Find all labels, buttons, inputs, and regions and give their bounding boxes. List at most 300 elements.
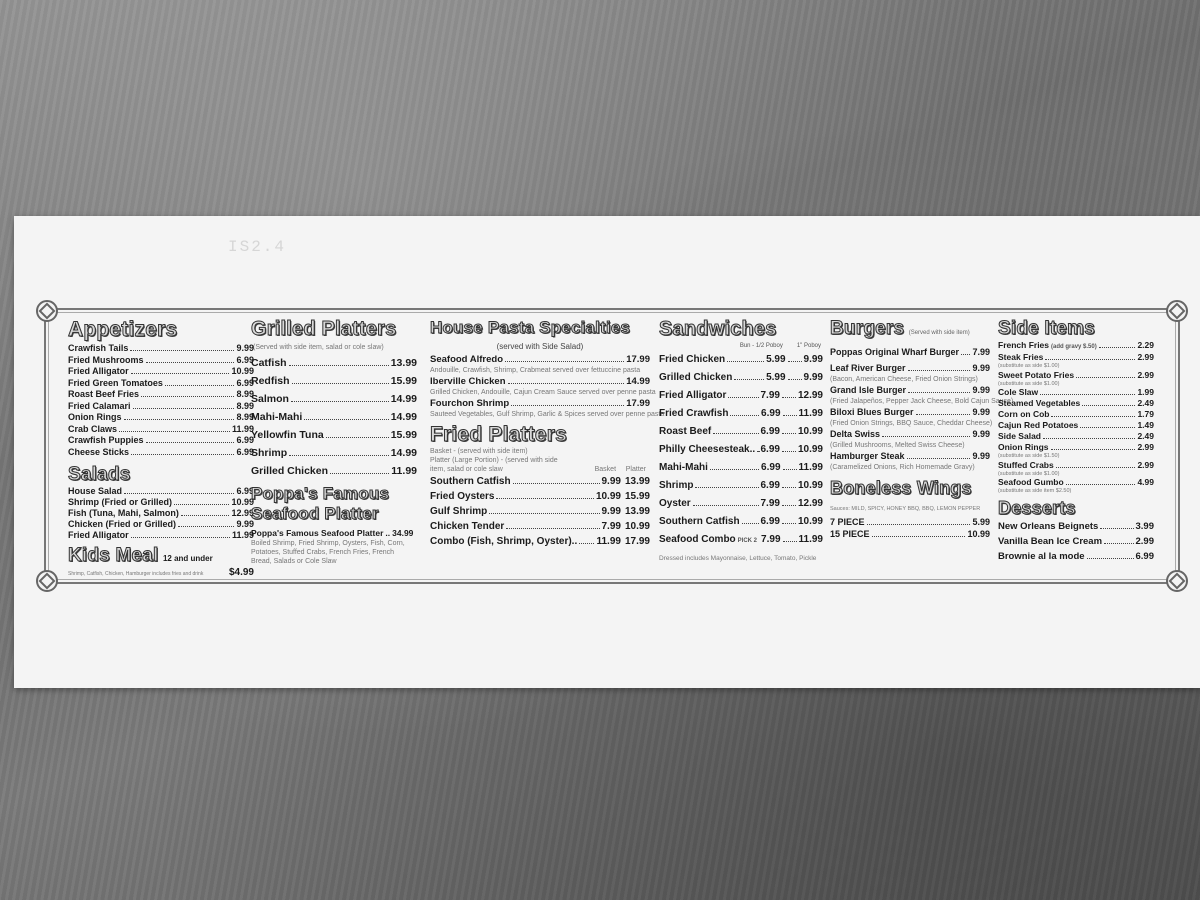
dot-leader: [783, 468, 797, 470]
menu-item: [659, 351, 823, 369]
menu-item: [430, 353, 650, 366]
column-burgers: [830, 318, 1014, 540]
item-price-bun: 6.99: [761, 462, 781, 473]
menu-item: [68, 530, 254, 541]
dot-leader: [867, 523, 971, 525]
item-price-poboy: 10.99: [797, 444, 823, 455]
menu-item: [430, 397, 650, 410]
corner-knot-icon: [1166, 300, 1188, 322]
item-price: 14.99: [626, 376, 650, 387]
poppas-item-name: Poppa's Famous Seafood Platter: [251, 528, 384, 538]
item-note: (substitute as side $1.50): [998, 453, 1060, 459]
menu-item: [68, 343, 254, 355]
kids-age: 12 and under: [162, 554, 213, 563]
item-name: Iberville Chicken: [430, 376, 506, 387]
dot-leader: [1099, 346, 1136, 348]
item-name: Cheese Sticks: [68, 446, 130, 457]
dot-leader: [1100, 527, 1133, 529]
menu-item: [830, 516, 990, 528]
item-name: Chicken (Fried or Grilled): [68, 519, 177, 529]
dot-leader: [734, 378, 764, 380]
item-name: Fried Calamari: [68, 400, 131, 411]
item-price-basket: 9.99: [601, 476, 621, 487]
burgers-subtitle: (Served with side item): [908, 330, 970, 336]
menu-item: [659, 459, 823, 477]
menu-item: [998, 370, 1154, 381]
sandwiches-title: Sandwiches: [659, 318, 777, 340]
dot-leader: [489, 512, 599, 514]
menu-item: [68, 378, 254, 390]
dot-leader: [1080, 426, 1135, 428]
item-price: 11.99: [391, 465, 417, 477]
dot-leader: [783, 540, 797, 542]
item-price: 9.99: [972, 407, 990, 417]
dot-leader: [757, 450, 758, 452]
item-name: Fried Mushrooms: [68, 354, 144, 365]
item-name: Fried Alligator: [68, 366, 129, 376]
item-description: (Bacon, American Cheese, Fried Onion Strings): [830, 376, 978, 383]
menu-item: [68, 366, 254, 378]
menu-item: [659, 513, 823, 531]
item-description: (Caramelized Onions, Rich Homemade Gravy): [830, 464, 975, 471]
item-name: House Salad: [68, 486, 123, 496]
item-price-bun: 6.99: [760, 480, 780, 491]
poppas-item-price: 34.99: [392, 528, 414, 538]
menu-item: [830, 428, 990, 441]
item-name: Fried Alligator: [659, 390, 727, 401]
item-price: 15.99: [390, 375, 417, 387]
dot-leader: [1045, 358, 1135, 360]
item-price: 10.99: [231, 366, 254, 376]
menu-item: [830, 450, 990, 463]
item-price: 6.99: [236, 446, 254, 457]
item-price: 2.99: [1135, 535, 1154, 547]
item-price: 2.99: [1137, 459, 1154, 470]
dot-leader: [788, 360, 802, 362]
menu-item: [659, 405, 823, 423]
pasta-subtitle: (served with Side Salad): [496, 342, 584, 351]
burger-list: [830, 346, 1014, 472]
item-price: 6.99: [236, 354, 254, 365]
item-name: Combo (Fish, Shrimp, Oyster)..: [430, 536, 578, 547]
item-name: Shrimp: [251, 447, 288, 459]
item-price-poboy: 11.99: [798, 462, 823, 473]
kids-meal: [68, 545, 254, 567]
menu-item: [659, 423, 823, 441]
item-name: Seafood Combo: [659, 534, 736, 545]
menu-item: [998, 477, 1154, 488]
item-name: Steak Fries: [998, 352, 1044, 362]
item-price: 9.99: [972, 363, 990, 373]
item-price: 15.99: [390, 429, 417, 441]
item-price-basket: 7.99: [601, 521, 621, 532]
dot-leader: [130, 349, 234, 351]
item-note: (substitute as side $1.00): [998, 380, 1060, 387]
item-description: Andouille, Crawfish, Shrimp, Crabmeat served over fettuccine pasta: [430, 367, 641, 374]
dot-leader: [330, 472, 389, 474]
item-name: Sweet Potato Fries: [998, 369, 1075, 380]
menu-item: [251, 390, 417, 408]
item-name: French Fries: [998, 340, 1050, 350]
menu-item: [68, 508, 254, 519]
menu-item: [998, 549, 1154, 564]
menu-item: [659, 531, 823, 550]
item-price: 2.99: [1137, 442, 1154, 452]
item-price-poboy: 12.99: [797, 390, 823, 401]
fried-col-basket: Basket: [594, 466, 617, 473]
item-note: (substitute as side item $2.50): [998, 488, 1072, 494]
item-name: Seafood Alfredo: [430, 354, 504, 365]
dot-leader: [1087, 557, 1134, 559]
dot-leader: [727, 360, 764, 362]
menu-item: [430, 519, 650, 534]
corner-knot-icon: [36, 570, 58, 592]
fried-note3: item, salad or cole slaw: [430, 466, 503, 473]
menu-item: [830, 384, 990, 397]
menu-item: [430, 504, 650, 519]
item-price: 10.99: [967, 529, 990, 539]
dot-leader: [693, 504, 759, 506]
item-name: Vanilla Bean Ice Cream: [998, 535, 1103, 547]
fried-col-platter: Platter: [625, 466, 646, 473]
item-name: Leaf River Burger: [830, 363, 906, 373]
poppas-title-line1: Poppa's Famous: [251, 484, 390, 503]
item-name: Cajun Red Potatoes: [998, 420, 1079, 430]
dot-leader: [119, 430, 230, 432]
menu-item: [998, 431, 1154, 442]
menu-item: [68, 486, 254, 497]
menu-item: [430, 474, 650, 489]
wings-list: [830, 516, 990, 540]
menu-item: [251, 462, 417, 480]
kids-price: $4.99: [228, 567, 254, 578]
poppas-description: Boiled Shrimp, Fried Shrimp, Oysters, Fish, Corn, Potatoes, Stuffed Crabs, French Fries, French Bread, Salads or Cole Slaw: [251, 540, 405, 565]
item-name: Salmon: [251, 393, 289, 405]
menu-item: [998, 387, 1154, 398]
dot-leader: [788, 378, 802, 380]
dot-leader: [710, 468, 759, 470]
item-price-platter: 13.99: [624, 506, 650, 517]
item-name: Onion Rings: [68, 412, 122, 422]
item-price: 9.99: [972, 385, 990, 395]
dot-leader: [292, 382, 389, 384]
item-name: Fourchon Shrimp: [430, 398, 510, 409]
menu-item: [998, 398, 1154, 409]
menu-item: [830, 362, 990, 375]
item-name: Poppas Original Wharf Burger: [830, 347, 960, 357]
salads-list: [68, 486, 254, 541]
menu-item: [68, 412, 254, 424]
dot-leader: [174, 503, 229, 505]
item-name: Biloxi Blues Burger: [830, 407, 914, 417]
item-price: 8.99: [236, 389, 254, 399]
dot-leader: [1051, 448, 1136, 450]
item-price-bun: 6.99: [760, 426, 780, 437]
menu-item: [998, 409, 1154, 420]
item-price-basket: 11.99: [596, 536, 621, 547]
dot-leader: [508, 382, 625, 384]
item-price-poboy: 11.99: [798, 534, 823, 545]
dot-leader: [511, 404, 624, 406]
item-name: Steamed Vegetables: [998, 398, 1081, 408]
dot-leader: [742, 522, 759, 524]
item-name: Fried Crawfish: [659, 408, 729, 419]
item-price-poboy: 10.99: [797, 480, 823, 491]
item-name: Mahi-Mahi: [251, 411, 303, 423]
dot-leader: [908, 369, 971, 371]
item-price: 2.49: [1137, 431, 1154, 441]
dot-leader: [178, 525, 234, 527]
menu-item: [68, 389, 254, 401]
item-price: 6.99: [236, 377, 254, 388]
item-name: Grilled Chicken: [659, 372, 733, 383]
item-price-basket: 9.99: [601, 506, 621, 517]
item-tag: PICK 2: [737, 538, 758, 544]
dot-leader: [506, 527, 599, 529]
dot-leader: [165, 384, 235, 386]
dot-leader: [579, 542, 594, 544]
menu-item: [251, 408, 417, 426]
menu-item: [430, 489, 650, 504]
item-price-poboy: 10.99: [797, 426, 823, 437]
item-price: 2.29: [1137, 340, 1154, 350]
item-price: 17.99: [626, 398, 650, 409]
dot-leader: [1043, 437, 1135, 439]
item-name: Seafood Gumbo: [998, 477, 1064, 487]
item-name: Hamburger Steak: [830, 451, 905, 461]
menu-item: [998, 519, 1154, 534]
menu-item: [68, 519, 254, 530]
kids-title: Kids Meal: [68, 545, 159, 566]
item-name: Fried Green Tomatoes: [68, 377, 163, 388]
grilled-subtitle: (Served with side item, salad or cole slaw): [253, 344, 384, 351]
item-price-platter: 17.99: [624, 536, 650, 547]
item-price: 3.99: [1135, 520, 1154, 532]
dot-leader: [730, 414, 759, 416]
menu-item: [659, 387, 823, 405]
item-name: Fish (Tuna, Mahi, Salmon): [68, 508, 179, 518]
dot-leader: [124, 492, 234, 494]
item-price-poboy: 9.99: [803, 354, 823, 365]
fried-note1: Basket - (served with side item): [430, 448, 528, 455]
item-price: 7.99: [972, 347, 990, 357]
dot-leader: [133, 407, 235, 409]
item-name: Fried Chicken: [659, 354, 726, 365]
item-price: 9.99: [236, 343, 254, 353]
menu-item: [998, 340, 1154, 352]
item-name: Roast Beef Fries: [68, 389, 140, 399]
dot-leader: [713, 432, 758, 434]
item-price: 5.99: [972, 517, 990, 527]
wings-sauces: Sauces: MILD, SPICY, HONEY BBQ, BBQ, LEMON PEPPER: [830, 506, 981, 512]
dot-leader: [505, 360, 624, 362]
dot-leader: [181, 514, 230, 516]
dot-leader: [782, 432, 796, 434]
item-price-bun: 7.99: [761, 534, 781, 545]
item-price-bun: 7.99: [760, 498, 780, 509]
item-name: Shrimp (Fried or Grilled): [68, 497, 173, 507]
dot-leader: [728, 396, 758, 398]
dot-leader: [304, 418, 388, 420]
menu-item: [998, 534, 1154, 549]
dot-leader: [131, 453, 234, 455]
kids-note: Shrimp, Catfish, Chicken, Hamburger includes fries and drink: [68, 571, 204, 577]
item-name: Grand Isle Burger: [830, 385, 907, 395]
item-price: 1.79: [1137, 409, 1154, 419]
sandwich-col-poboy: 1" Poboy: [796, 343, 821, 349]
menu-item: [998, 460, 1154, 471]
item-price-platter: 13.99: [624, 476, 650, 487]
item-price: 4.99: [1137, 477, 1154, 487]
column-pasta: [430, 318, 665, 549]
item-price: 9.99: [972, 429, 990, 439]
menu-item: [430, 534, 650, 549]
dot-leader: [782, 522, 796, 524]
dot-leader: [124, 418, 235, 420]
dot-leader: [289, 364, 389, 366]
item-name: Crab Claws: [68, 423, 118, 434]
dot-leader: [916, 413, 971, 415]
item-price-poboy: 12.99: [797, 498, 823, 509]
item-name: Stuffed Crabs: [998, 459, 1054, 470]
item-name: Fried Alligator: [68, 530, 129, 540]
item-name: Onion Rings: [998, 442, 1049, 452]
item-note: (substitute as side $1.00): [998, 470, 1060, 477]
item-name: Cole Slaw: [998, 387, 1039, 397]
menu-item: [251, 354, 417, 372]
menu-item: [430, 375, 650, 388]
sides-title: Side Items: [998, 318, 1096, 339]
item-price-basket: 10.99: [595, 491, 621, 502]
dot-leader: [908, 391, 970, 393]
dot-leader: [1051, 415, 1135, 417]
item-description: (Fried Jalapeños, Pepper Jack Cheese, Bold Cajun Sauce): [830, 398, 1014, 405]
item-price: 12.99: [231, 508, 254, 518]
item-name: Catfish: [251, 357, 287, 369]
item-name: Roast Beef: [659, 426, 712, 437]
dot-leader: [695, 486, 758, 488]
item-name: Chicken Tender: [430, 521, 505, 532]
pasta-list: [430, 353, 665, 419]
menu-item: [659, 441, 823, 459]
item-name: Grilled Chicken: [251, 465, 329, 477]
grilled-title: Grilled Platters: [251, 318, 397, 340]
item-name: Redfish: [251, 375, 290, 387]
menu-item: [830, 346, 990, 359]
sandwich-list: [659, 351, 823, 550]
poppas-item: Poppa's Famous Seafood Platter .. 34.99: [251, 528, 414, 538]
poppas-title-line2: Seafood Platter: [251, 504, 379, 523]
item-price: 9.99: [972, 451, 990, 461]
item-name: Crawfish Tails: [68, 343, 129, 353]
item-name: Shrimp: [659, 480, 694, 491]
item-name: 15 PIECE: [830, 529, 870, 539]
dot-leader: [783, 414, 797, 416]
menu-paper: [14, 216, 1200, 688]
item-price: 14.99: [390, 411, 417, 423]
item-name: Corn on Cob: [998, 409, 1050, 419]
item-price: 13.99: [390, 357, 417, 369]
dot-leader: [882, 435, 970, 437]
dot-leader: [1082, 404, 1135, 406]
menu-item: [68, 435, 254, 447]
column-grilled: [251, 318, 417, 566]
item-name: Gulf Shrimp: [430, 506, 488, 517]
item-price: 1.49: [1137, 420, 1154, 430]
item-price: 1.99: [1137, 387, 1154, 397]
appetizers-list: [68, 343, 254, 458]
item-name: Mahi-Mahi: [659, 462, 708, 473]
menu-item: [998, 420, 1154, 431]
item-extra: (add gravy $.50): [1051, 344, 1097, 350]
dot-leader: [131, 372, 230, 374]
menu-item: [830, 406, 990, 419]
fried-title: Fried Platters: [430, 423, 568, 446]
item-price: 2.99: [1137, 352, 1154, 362]
item-price-platter: 15.99: [624, 491, 650, 502]
column-sides: [998, 318, 1154, 564]
item-price: 11.99: [231, 530, 254, 540]
corner-knot-icon: [36, 300, 58, 322]
corner-knot-icon: [1166, 570, 1188, 592]
sides-list: [998, 340, 1154, 495]
item-price-platter: 10.99: [624, 521, 650, 532]
fried-list: [430, 474, 650, 549]
menu-item: [998, 352, 1154, 363]
dot-leader: [146, 361, 235, 363]
fried-note2: Platter (Large Portion) - (served with side: [430, 457, 558, 464]
item-price-bun: 6.99: [761, 408, 781, 419]
item-price-bun: 6.99: [760, 444, 780, 455]
item-price-poboy: 9.99: [803, 372, 823, 383]
dot-leader: [496, 497, 593, 499]
dot-leader: [1040, 393, 1135, 395]
menu-item: [659, 369, 823, 387]
item-name: 7 PIECE: [830, 517, 865, 527]
item-description: (Grilled Mushrooms, Melted Swiss Cheese): [830, 442, 965, 449]
faint-stamp: IS2.4: [228, 238, 287, 256]
item-price-bun: 6.99: [760, 516, 780, 527]
item-name: Delta Swiss: [830, 429, 881, 439]
dot-leader: [961, 353, 970, 355]
menu-item: [251, 426, 417, 444]
item-name: Philly Cheesesteak..: [659, 444, 756, 455]
item-price-bun: 7.99: [760, 390, 780, 401]
grilled-list: [251, 354, 417, 480]
dot-leader: [291, 400, 389, 402]
item-description: Sauteed Vegetables, Gulf Shrimp, Garlic & Spices served over penne pasta: [430, 411, 665, 418]
dot-leader: [146, 441, 235, 443]
menu-border: [44, 308, 1180, 584]
wings-title: Boneless Wings: [830, 478, 972, 498]
menu-item: [251, 372, 417, 390]
menu-item: [68, 424, 254, 436]
sandwich-footer: Dressed includes Mayonnaise, Lettuce, Tomato, Pickle: [659, 555, 817, 562]
appetizers-title: Appetizers: [68, 318, 178, 341]
item-name: Side Salad: [998, 431, 1041, 441]
dot-leader: [513, 482, 600, 484]
menu-item: [659, 495, 823, 513]
pasta-title: House Pasta Specialties: [430, 318, 631, 337]
menu-item: [998, 442, 1154, 453]
dot-leader: [141, 395, 234, 397]
item-price: 10.99: [231, 497, 254, 507]
dot-leader: [907, 457, 971, 459]
item-price-bun: 5.99: [766, 354, 786, 365]
item-price: 6.99: [1135, 550, 1154, 562]
menu-item: [68, 401, 254, 413]
item-price: 2.99: [1137, 369, 1154, 380]
